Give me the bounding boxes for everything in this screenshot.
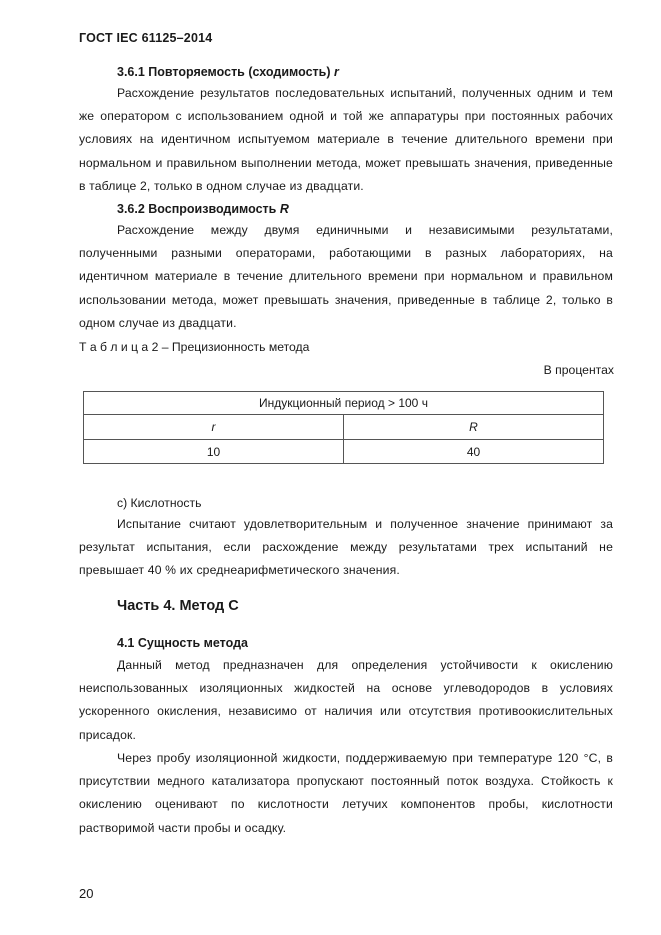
table-header-cell: Индукционный период > 100 ч bbox=[84, 392, 604, 415]
section-heading-text: 3.6.2 Воспроизводимость bbox=[117, 202, 277, 216]
column-r-header: r bbox=[84, 415, 344, 440]
section-3-6-2-heading bbox=[117, 202, 289, 216]
acidity-paragraph: Испытание считают удовлетворительным и полученное значение принимают за результат испытания, если расхождение между результатами трех испытаний не превышает 40 % их среднеарифметического значения. bbox=[79, 517, 613, 578]
table-caption: Т а б л и ц а 2 – Прецизионность метода bbox=[79, 340, 310, 354]
repeatability-paragraph: Расхождение результатов последовательных испытаний, полученных одним и тем же оператором с использованием одной и той же аппаратуры при постоянных рабочих условиях на идентичном испытуемом материале в течение длительного времени при нормальном и правильном выполнении метода, может превышать значения, приведенные в таблице 2, только в одном случае из двадцати. bbox=[79, 86, 613, 193]
repeatability-symbol: r bbox=[333, 65, 339, 79]
precision-table bbox=[83, 391, 604, 464]
page-number: 20 bbox=[79, 886, 94, 901]
value-R-cell: 40 bbox=[344, 440, 604, 464]
column-R-header: R bbox=[344, 415, 604, 440]
method-procedure-paragraph: Через пробу изоляционной жидкости, поддерживаемую при температуре 120 °С, в присутствии медного катализатора пропускают постоянный поток воздуха. Стойкость к окислению оценивают по кислотности летучих компонентов пробы, кислотности растворимой части пробы и осадку. bbox=[79, 751, 613, 835]
method-purpose-paragraph: Данный метод предназначен для определения устойчивости к окислению неиспользованных изоляционных жидкостей на основе углеводородов в условиях ускоренного окисления, независимо от наличия или отсутствия противоокислительных присадок. bbox=[79, 658, 613, 742]
value-r-cell: 10 bbox=[84, 440, 344, 464]
reproducibility-symbol: R bbox=[279, 202, 289, 216]
acidity-label: с) Кислотность bbox=[117, 496, 202, 510]
section-3-6-1-heading bbox=[117, 65, 339, 79]
section-heading-text: 3.6.1 Повторяемость (сходимость) bbox=[117, 65, 331, 79]
table-unit: В процентах bbox=[543, 363, 614, 377]
part-4-title: Часть 4. Метод С bbox=[117, 598, 239, 614]
reproducibility-paragraph: Расхождение между двумя единичными и независимыми результатами, полученными разными операторами, работающими в разных лабораториях, на идентичном материале в течение длительного времени при нормальном и правильном использовании метода, может превышать значения, приведенные в таблице 2, только в одном случае из двадцати. bbox=[79, 223, 613, 330]
document-header: ГОСТ IEC 61125–2014 bbox=[79, 31, 213, 45]
section-4-1-heading: 4.1 Сущность метода bbox=[117, 636, 248, 650]
